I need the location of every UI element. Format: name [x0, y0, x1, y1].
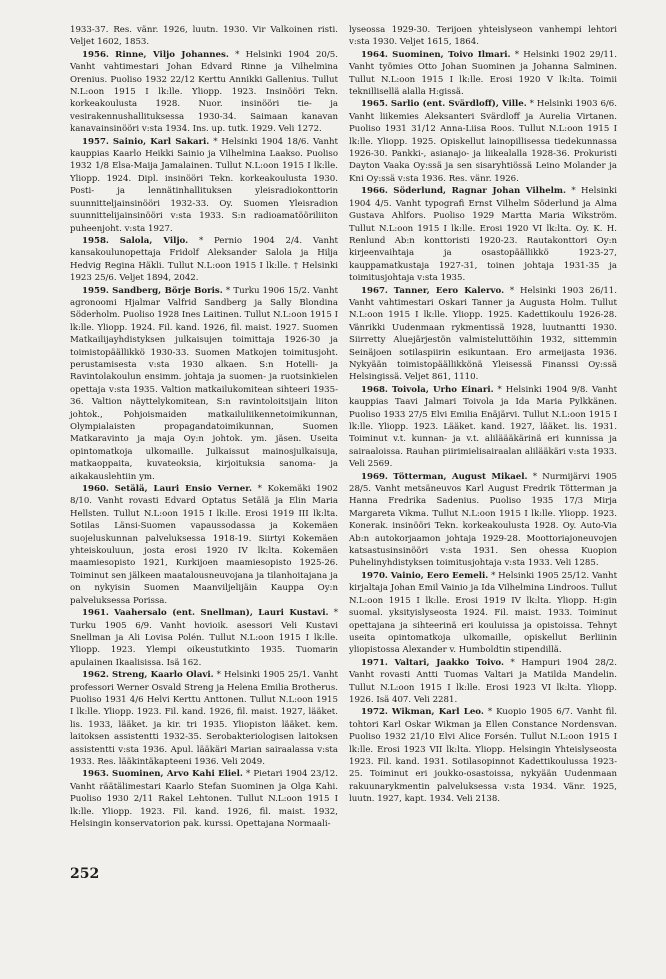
- entry-text: * Turku 1905 6/9. Vanht hovioik. asessori Veli Kustavi Snellman ja Ali Lovisa Polén. Tullut N.L:oon 1915 I lk:lle. Yliopp. 1923. Ylempi oikeustutkinto 1935. Tuomarin apulainen Ikaalisissa. Isä 162.: [70, 608, 338, 668]
- register-entry: [349, 384, 617, 471]
- entry-text: * Nurmijärvi 1905 28/5. Vanht metsäneuvos Karl August Fredrik Tötterman ja Hanna Fredrika Sadenius. Puoliso 1935 17/3 Mirja Margareta Vikma. Tullut N.L:oon 1915 I lk:lle. Yliopp. 1923. Konerak. insinööri Tekn. korkeakoulusta 1928. Oy. Auto-Via Ab:n autokorjaamon johtaja 1929-28. Moottoriajoneuvojen katsastusinsinööri v:sta 1931. Sen ohessa Kuopion Puhelinyhdistyksen toimitusjohtaja v:sta 1933. Veli 1285.: [349, 471, 617, 569]
- entry-number: 1964.: [361, 49, 388, 60]
- register-entry: [349, 570, 617, 657]
- entry-number: 1956.: [82, 49, 109, 60]
- entry-text: * Helsinki 1904 18/6. Vanht kauppias Kaarlo Heikki Sainio ja Vilhelmina Laakso. Puoliso 1932 1/8 Elsa-Maija Jamalainen. Tullut N.L:oon 1915 I lk:lle. Yliopp. 1924. Dipl. insinööri Tekn. korkeakoulusta 1930. Posti- ja lennätinhallituksen yleisradiokonttorin suunnitteljainsinööri 1932-33. Oy. Suomen Yleisradion suunnittelijainsinööri v:sta 1933. S:n radioamatööriliiton puheenjoht. v:sta 1927.: [70, 136, 339, 234]
- entry-name: Suominen, Arvo Kahi Eliel.: [112, 769, 243, 780]
- entry-name: Tanner, Eero Kalervo.: [393, 285, 505, 296]
- register-entry: [70, 136, 338, 235]
- entry-number: 1970.: [361, 570, 388, 581]
- register-entry: [70, 483, 338, 607]
- entry-name: Vainio, Eero Eemeli.: [390, 570, 489, 581]
- register-entry: [349, 285, 617, 384]
- entry-text: * Hampuri 1904 28/2. Vanht rovasti Antti Tuomas Valtari ja Matilda Mandelin. Tullut N.L:oon 1915 I lk:lle. Erosi 1923 VI lk:lta. Yliopp. 1926. Isä 407. Veli 2281.: [349, 657, 617, 705]
- entry-number: 1967.: [361, 285, 388, 296]
- register-entry: [349, 98, 617, 185]
- entry-name: Wikman, Karl Leo.: [391, 707, 484, 718]
- entry-number: 1971.: [361, 657, 388, 668]
- entry-name: Salola, Viljo.: [119, 235, 189, 246]
- register-entry: [70, 285, 338, 484]
- entry-name: Sarlio (ent. Svärdloff), Ville.: [390, 99, 527, 110]
- right-column: [349, 24, 617, 806]
- entry-name: Söderlund, Ragnar Johan Vilhelm.: [393, 186, 567, 197]
- register-entry: [70, 49, 338, 136]
- entry-number: 1965.: [361, 99, 388, 110]
- entry-name: Rinne, Viljo Johannes.: [115, 49, 229, 60]
- entry-number: 1972.: [361, 707, 388, 718]
- entry-text: * Helsinki 1904 4/5. Vanht typografi Ernst Vilhelm Söderlund ja Alma Gustava Ahlfors. Puoliso 1929 Martta Maria Wikström. Tullut N.L:oon 1915 I lk:lle. Erosi 1920 VI lk:lta. Oy. K. H. Renlund Ab:n konttoristi 1920-23. Rautakonttori Oy:n kirjeenvaihtaja ja osastopäällikkö 1923-27, kauppamatkustaja 1927-31, toinen johtaja 1931-35 ja toimitusjohtaja v:sta 1935.: [349, 186, 617, 284]
- entry-number: 1969.: [361, 471, 388, 482]
- register-entry: [70, 669, 338, 768]
- entry-number: 1963.: [82, 769, 109, 780]
- entry-number: 1959.: [82, 285, 109, 296]
- entry-text: * Helsinki 1903 6/6. Vanht liikemies Aleksanteri Svärdloff ja Aurelia Virtanen. Puoliso 1931 31/12 Anna-Liisa Roos. Tullut N.L:oon 1915 I lk:lle. Yliopp. 1925. Opiskellut lainopillisessa tiedekunnassa 1926-30. Pankki-, asianajo- ja liikealalla 1928-36. Prokuristi Dayton Vaaka Oy:ssä ja sen sisaryhtiössä Leino Molander ja Kni Oy:ssä v:sta 1936. Res. vänr. 1926.: [349, 99, 618, 184]
- entry-text: * Pernio 1904 2/4. Vanht kansakoulunopettaja Fridolf Aleksander Salola ja Hilja Hedvig Regina Häkli. Tullut N.L:oon 1915 I lk:lle. † Helsinki 1923 25/6. Veljet 1894, 2042.: [70, 235, 338, 284]
- entry-text: * Kuopio 1905 6/7. Vanht fil. tohtori Karl Oskar Wikman ja Ellen Constance Nordensvan. Puoliso 1932 21/10 Elvi Alice Forsén. Tullut N.L:oon 1915 I lk:lle. Erosi 1923 VII lk:lta. Yliopp. Helsingin Yhteislyseosta 1923. Fil. kand. 1931. Sotilasopinnot Kadettikoulussa 1923-25. Toiminut eri joukko-osastoissa, nykyään Uudenmaan rakuunarykmentin palveluksessa v:sta 1934. Vänr. 1925, luutn. 1927, kapt. 1934. Veli 2138.: [349, 707, 618, 805]
- entry-name: Sandberg, Börje Boris.: [112, 285, 223, 296]
- entry-name: Vaahersalo (ent. Snellman), Lauri Kustavi.: [114, 608, 329, 619]
- entry-text: * Helsinki 1902 29/11. Vanht työmies Otto Johan Suominen ja Johanna Salminen. Tullut N.L:oon 1915 I lk:lle. Erosi 1920 V lk:lta. Toimii teknillisellä alalla H:gissä.: [349, 49, 618, 98]
- entry-text: * Helsinki 1904 9/8. Vanht kauppias Taavi Jalmari Toivola ja Ida Maria Pylkkänen. Puoliso 1933 27/5 Elvi Emilia Enäjärvi. Tullut N.L:oon 1915 I lk:lle. Yliopp. 1923. Lääket. kand. 1927, lääket. lis. 1931. Toiminut v.t. kunnan- ja v.t. aliläääkärinä eri kunnissa ja sairaaloissa. Rauhan piirimielisairaalan alilääkäri v:sta 1933. Veli 2569.: [349, 384, 618, 470]
- page-number: 252: [70, 866, 100, 882]
- entry-name: Streng, Kaarlo Olavi.: [111, 670, 214, 681]
- register-entry: [70, 768, 338, 830]
- entry-text: * Helsinki 1905 25/1. Vanht professori Werner Osvald Streng ja Helena Emilia Brotherus. Puoliso 1931 4/6 Helvi Kerttu Anttonen. Tullut N.L:oon 1915 I lk:lle. Yliopp. 1923. Fil. kand. 1926, fil. maist. 1927, lääket. lis. 1933, lääket. ja kir. tri 1935. Yliopiston lääket. kem. laitoksen assistentti 1932-35. Serobakteriologisen laitoksen assistentti v:sta 1936. Apul. lääkäri Marian sairaalassa v:sta 1933. Res. lääkintäkapteeni 1936. Veli 2049.: [70, 670, 339, 767]
- entry-text: * Helsinki 1905 25/12. Vanht kirjaltaja Johan Emil Vainio ja Ida Vilhelmina Lindroos. Tullut N.L:oon 1915 I lk:lle. Erosi 1919 IV lk:lta. Yliopp. H:gin suomal. yksityislyseosta 1924. Fil. maist. 1933. Toiminut opettajana ja sihteerinä eri kouluissa ja opistoissa. Tehnyt useita opintomatkoja ulkomaille, opiskellut Berliinin yliopistossa Alexander v. Humboldtin stipendillä.: [349, 570, 618, 656]
- entry-name: Tötterman, August Mikael.: [393, 471, 528, 482]
- entry-text: * Helsinki 1903 26/11. Vanht vahtimestari Oskari Tanner ja Augusta Holm. Tullut N.L:oon 1915 I lk:lle. Yliopp. 1925. Kadettikoulu 1926-28. Vänrikki Uudenmaan rykmentissä 1928, luutnantti 1930. Siirretty Aluejärjestön valmisteluttöihin 1932, sittemmin Seinäjoen sotilaspiirin esikuntaan. Ero armeijasta 1936. Nykyään toimistopäällikkönä Yleisessä Finanssi Oy:ssä Helsingissä. Veljet 861, 1110.: [349, 285, 618, 383]
- entry-text: * Pietari 1904 23/12. Vanht räätälimestari Kaarlo Stefan Suominen ja Olga Kahi. Puoliso 1930 2/11 Rakel Lehtonen. Tullut N.L:oon 1915 I lk:lle. Yliopp. 1923. Fil. kand. 1926, fil. maist. 1932, Helsingin konservatorion pak. kurssi. Opettajana Normaali-: [70, 769, 339, 829]
- entry-number: 1968.: [361, 384, 388, 395]
- entry-text: * Helsinki 1904 20/5. Vanht vahtimestari Johan Edvard Rinne ja Vilhelmina Orenius. Puoliso 1932 22/12 Kerttu Annikki Gallenius. Tullut N.L:oon 1915 I lk:lle. Yliopp. 1923. Insinööri Tekn. korkeakoulusta 1928. Nuor. insinööri tie- ja vesirakennushallituksessa 1930-34. Saimaan kanavan kanavainsinööri v:sta 1934. Ins. up. tutk. 1929. Veli 1272.: [70, 49, 338, 135]
- register-entry: [349, 49, 617, 99]
- register-entry: [349, 471, 617, 570]
- entry-number: 1957.: [82, 136, 109, 147]
- entry-name: Sainio, Karl Sakari.: [112, 136, 210, 147]
- register-entry: [70, 235, 338, 285]
- entry-number: 1962.: [82, 670, 109, 681]
- entry-number: 1961.: [82, 608, 109, 619]
- right-continuation-text: lyseossa 1929-30. Terijoen yhteislyseon vanhempi lehtori v:sta 1930. Veljet 1615, 1864.: [349, 25, 617, 48]
- entry-number: 1960.: [82, 484, 109, 495]
- left-continuation-text: 1933-37. Res. vänr. 1926, luutn. 1930. Vir Valkoinen risti. Veljet 1602, 1853.: [70, 25, 338, 48]
- register-entry: [349, 657, 617, 707]
- entry-text: * Turku 1906 15/2. Vanht agronoomi Hjalmar Valfrid Sandberg ja Sally Blondina Söderholm. Puoliso 1928 Ines Laitinen. Tullut N.L:oon 1915 I lk:lle. Yliopp. 1924. Fil. kand. 1926, fil. maist. 1927. Suomen Matkailijayhdistyksen julkaisujen toimittaja 1926-30 ja toimistopäällikkö 1930-33. Suomen Matkojen toimitusjoht. perustamisesta v:sta 1930 alkaen. S:n Hotelli- ja Ravintolakoulun ensimm. johtaja ja suomen- ja ruotsinkielen opettaja v:sta 1935. Valtion matkailukomitean sihteeri 1935-36. Valtion näyttelykomitean, S:n ravintoloitsijain liiton johtok., Pohjoismaiden matkailuliikennetoimikunnan, Olympialaisten propagandatoimikunnan, Suomen Matkaravinto ja maja Oy:n johtok. ym. jäsen. Useita opintomatkoja ulkomaille. Julkaissut mainosjulkaisuja, matkaoppaita, kuvateoksia, kirjoituksia sanoma- ja aikakauslehtiin ym.: [70, 285, 338, 482]
- register-entry: [349, 185, 617, 284]
- entry-name: Toivola, Urho Einari.: [391, 384, 494, 395]
- left-column: [70, 24, 338, 830]
- entry-text: * Kokemäki 1902 8/10. Vanht rovasti Edvard Optatus Setälä ja Elin Maria Hellsten. Tullut N.L:oon 1915 I lk:lle. Erosi 1919 III lk:lta. Sotilas Länsi-Suomen vapaussodassa ja Kokemäen suojeluskunnan palveluksessa 1918-19. Siirtyi Kokemäen yhteiskouluun, josta erosi 1920 IV lk:lta. Kokemäen maamiesopisto 1921, Kurkijoen maamiesopisto 1925-26. Toiminut sen jälkeen maatalousneuvojana ja tilanhoitajana ja on nykyisin Suomen Maanviljelijäin Kauppa Oy:n palveluksessa Porissa.: [70, 484, 338, 606]
- entry-name: Valtari, Jaakko Toivo.: [394, 657, 504, 668]
- register-entry: [349, 706, 617, 805]
- entry-number: 1958.: [82, 235, 109, 246]
- register-entry: [70, 607, 338, 669]
- entry-name: Setälä, Lauri Ensio Verner.: [114, 484, 252, 495]
- entry-number: 1966.: [361, 186, 388, 197]
- entry-name: Suominen, Toivo Ilmari.: [392, 49, 511, 60]
